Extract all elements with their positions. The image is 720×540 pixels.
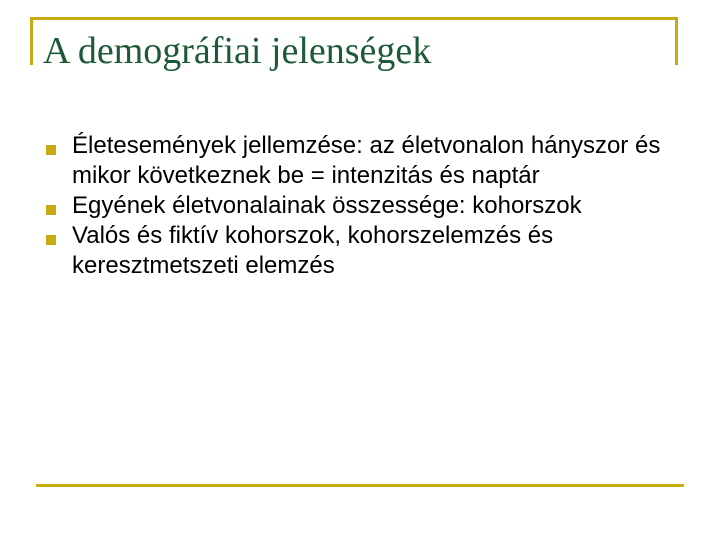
bullet-item <box>38 131 698 191</box>
slide-title: A demográfiai jelenségek <box>43 30 432 72</box>
title-frame-right-line <box>675 17 678 65</box>
bullet-list <box>38 131 698 281</box>
square-bullet-icon <box>46 145 56 155</box>
title-frame-top-line <box>30 17 678 20</box>
square-bullet-icon <box>46 235 56 245</box>
bullet-text: Valós és fiktív kohorszok, kohorszelemzés és keresztmetszeti elemzés <box>72 222 554 279</box>
bullet-item <box>38 221 698 281</box>
square-bullet-icon <box>46 205 56 215</box>
bullet-text: Életesemények jellemzése: az életvonalon hányszor és mikor következnek be = intenzitás és naptár <box>72 132 661 189</box>
title-frame-left-line <box>30 17 33 65</box>
bullet-text: Egyének életvonalainak összessége: kohorszok <box>72 192 582 219</box>
bullet-item <box>38 191 698 221</box>
footer-divider-line <box>36 484 684 487</box>
